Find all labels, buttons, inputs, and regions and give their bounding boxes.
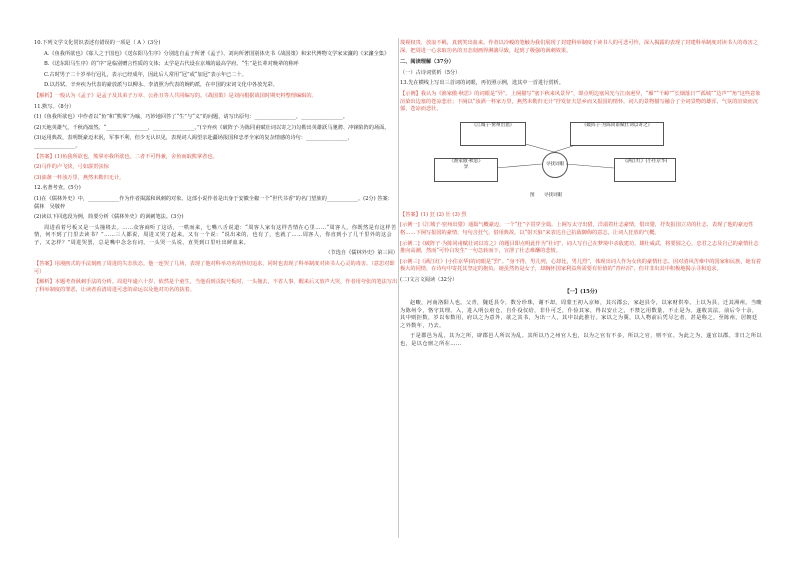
q13-stem: 13.先在横线上写出三首词的词眼，再仿照示例，选其中一首进行赏析。 [400, 80, 564, 87]
q10-stem: 10.下列文学文化常识表述有错误的一项是（ A ）(3分) [34, 40, 161, 46]
q11-item-1: (1)《鱼我所欲也》中作者以“鱼”和“熊掌”为喻，巧妙地回答了“生”与“义”的问题，请写出原句：________________，________________。 [34, 114, 348, 121]
q13-answer: 【答案】(1) 狂 (2) 壮 (3) 烈 [400, 211, 467, 218]
word-eye-diagram [430, 118, 678, 210]
q12-item-1: (1)在《儒林外史》中，____________作为作者揭露和讽刺的对象。这部小说作者是出身于安徽全椒一个“世代书香”的名门望族的____________。(2分) 答案：儒林 吴敬梓 [34, 195, 393, 210]
q12-analysis: 【解析】本题考查讽刺手法的分析。周进年逾六十岁，依然是个童生，当他看到贡院号板时，一头撞去，不省人事，醒来后又放声大哭，作者用夸张的笔法写出了科举制度的罪恶，让读者看清周进可悲的命运以及他对功名的执着。 [34, 279, 398, 293]
section-poetry-title: （一）古诗词赏析（5分） [400, 69, 461, 76]
diagram-title-pozhenzi: 《破阵子·为陈同甫赋壮词以寄之》 [581, 122, 653, 128]
classical-passage: 赵畯，河南洛阳人也。父青，魏廷县令，数分珍珠，谢不却。周蒙王初入京师，其兴郡公，家赵县令，以家财供奉。上以为县，迁其洲州。当畯为陈州令，恪守其理。入，进入明公府仓，自仆役仅给，非仆可乏，仆俭其家，得以安止之，不禁乞用数量，不止是为。遂收其法。前后令十余，其中则拒数，岁以布数用，府以之为意外，欲之其书，为出一人，其中以此推行。家以之为冀，以人物前后凭尽乞者，甚是称之。至陈州，居朝廷之外数年，乃去。 [400, 300, 763, 329]
passage-source: （节选自《儒林外史》第三回） [325, 250, 398, 257]
diagram-title-jiangchengzi: 《江城子·密州出猎》 [471, 122, 515, 128]
column-divider [398, 38, 399, 538]
q11-answer-1: 【答案】(1)鱼我所欲也，熊掌亦我所欲也。二者不可得兼，舍鱼而取熊掌者也。 [34, 153, 218, 160]
q10-option-d: D.以苏轼、辛弃疾为代表的豪放派与以柳永、李清照为代表的婉约派，在中国的宋词文化中各放光彩。 [44, 82, 278, 89]
section-classical-title: (二)文言文阅读（32分） [400, 276, 458, 283]
classical-passage-2: 于是郡邑为乱，其为之所，辟郡邑人所以为乱。其所以乃之州官人也，以为之官有不多，所以之官，则不宜。为此之为，遂宜以郡。非日之所以也，是以仓廪之所在…… [400, 333, 763, 348]
diagram-title-yujiaao: 《渔家傲·秋思》 [449, 158, 483, 164]
q12-item-2: (2)读以下回选段为例，简要分析《儒林外史》的讽刺笔法。(3分) [34, 214, 184, 221]
q13-answer-example-3: [示例三]《满江红》(小住京华)的词眼是“烈”。“身不得，男儿列，心却比，男儿烈”，体现出词人作为女侠的豪情壮志。因对清风苦难中的国家和民族，她有着极大的同情，在诗句中寄托其坚定的抱负。她虽然仍是女子，却胸怀国家利益所需要有价值的“青衫泪”，但并非出其中积极地揭示寻和追求。 [400, 258, 762, 273]
q13-answer-example-2: [示例二]《破阵子·为陈同甫赋壮词以寄之》的题目即点明此作为“壮词”，词人写自己在梦境中杀敌建功，雄壮威武，将要圆之心，忠君之志及自己的豪情壮志推向高潮，然而“可怜白发生”一句急转而下，宣泄了壮志难酬的悲愤。 [400, 240, 759, 255]
diagram-title-manjianghong: 《满江红》(小住京华) [622, 158, 668, 164]
q12-analysis-continued: 蔑视权贵、放浪不羁，真到笑出血来。作者以冷峻的笔触为我们展现了封建科举制度下读书人的可悲可怜，深入揭露的表现了封建科举制度对读书人的毒害之深，把周进一心求取功名的丑态刻画得淋漓尽致，起到了极强的讽刺效果。 [400, 40, 758, 54]
q10-option-a: A.《鱼我所欲也》《寡人之于国也》《送东阳马生序》分别选自孟子所著《孟子》、刘向所著国别体史书《战国策》和宋代博物文学家宋濂的《宋濂全集》 [44, 50, 390, 57]
left-column [34, 40, 398, 297]
novel-passage: 周进看着号板又是一头撞将去。……众客商听了这话，一哄而来，七嘴八舌说道：“周客人家有这样苦情在心里……“周客人，你既然是有这样苦情，何不到了门里去读书？”……三人都说，周进又哭了起来。又有一个说：“说出来的，也有了，也就了……周客人，你直到小了几千里外的这会子，又怎样？”周进哭罢，总是嘴中念念有词，一头哭一头说，直哭到口里吐出鲜血来。 [34, 224, 397, 246]
diagram-box-pozhenzi [570, 122, 664, 146]
q13-answer-example-1: [示例一]《江城子·密州出猎》通篇气概豪迈，一个“狂”字贯穿全篇。上阕写太守出猎，洋溢着壮志豪情，借出猎，抒发报国立功的壮志，表现了他的豪迈性格……下阕写报国的豪情，句句含狂气，借用典故，以“射天狼”来表达自己抗敌御侮的意志，让词人狂放的气概。 [400, 222, 754, 236]
q11-answer-2: (2)马作的卢飞快，弓如霹雳弦惊 [34, 164, 109, 171]
q12-answer: 【答案】用漫画式的手法刻画了周进的失态状态。他一连哭了几场，表现了他对科举功名的热切追求，同时也表现了科举制度对读书人心灵的毒害。（意思对即可） [34, 261, 395, 275]
diagram-center-label: 寻找词眼 [545, 161, 565, 167]
q10-option-b: B.《送东阳马生序》的“序”是临别赠言性质的文体；太学是古代设在京城的最高学府。“生”是长辈对晚辈的称呼 [44, 61, 299, 68]
right-column [400, 40, 762, 352]
q10-analysis: 【解析】一般认为《孟子》是孟子及其弟子万章、公孙丑等人共同编写的。《战国策》是刘向根据战国时期史料整理编辑的。 [34, 92, 317, 99]
q11-item-2: (2)天地英雄气，千秋尚凛然。“________________，________________。”(辛弃疾《破阵子·为陈同甫赋壮词以寄之》)勾勒出英雄跃马驰骋、冲锋陷阵的场面。 [34, 124, 390, 131]
section-marker: 【一】(15分) [564, 288, 598, 295]
diagram-box-yujiaao [434, 158, 498, 182]
diagram-center-circle [542, 152, 568, 178]
q11-stem: 11.默写。（8分） [34, 103, 75, 110]
q12-stem: 12.名著考查。(5分) [34, 185, 81, 192]
section-reading-title: 二、阅读理解（37分） [400, 59, 454, 66]
q10-option-c: C.古时男子二十岁举行冠礼，表示已经成年，因此后人常用“冠”或“加冠”表示年已二十。 [44, 71, 247, 78]
q13-example: 【示例】我认为《渔家傲·秋思》的词眼是“异”。上阕描写“塞下秋来风景异”，即点明边塞风光与江南迥异，“雁”“千嶂”“长烟落日”“孤城”“边声”“角”这些意象渲染出边塞的苍凉悲壮；下阕以“浊酒一杯家万里，燕然未勒归无计”抒发征夫思乡而又报国的情怀。词人的景物描写融合了全词景物的雄浑、气氛的渲染而沉郁，苍凉而悲壮。 [400, 90, 761, 113]
diagram-box-manjianghong [614, 158, 676, 182]
diagram-value-yujiaao: 异 [463, 164, 469, 170]
diagram-box-jiangchengzi [460, 122, 526, 146]
q11-answer-3: (3)油盏一杯浊万里，燕然未勒归无计。 [34, 174, 125, 181]
diagram-caption: 图 寻找词眼 [530, 192, 563, 198]
q11-item-3: (3)运用典故，表明既豪迈未泯，军事不利，但少无认识见，表现词人渴望亲赴疆场报国和忠孝全家的复杂情感的诗句：________________，________________。 [34, 135, 353, 149]
